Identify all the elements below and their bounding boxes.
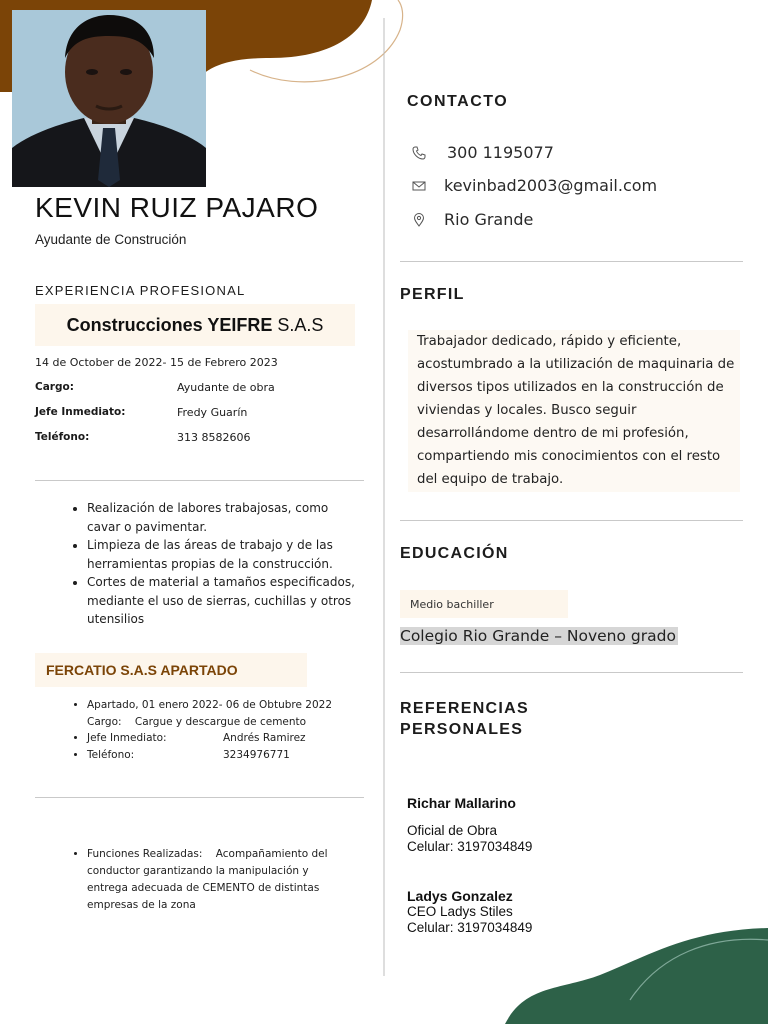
field-value: Fredy Guarín: [177, 406, 248, 419]
reference-name: Ladys Gonzalez: [407, 888, 513, 904]
experience-title: EXPERIENCIA PROFESIONAL: [35, 283, 246, 298]
location-pin-icon: [412, 213, 426, 227]
contact-location: [412, 210, 533, 229]
person-portrait-icon: [12, 10, 206, 187]
location-text: Rio Grande: [444, 210, 534, 229]
job2-phone-value: 3234976771: [223, 748, 290, 761]
contact-phone: [412, 143, 554, 162]
field-label: Teléfono:: [35, 431, 90, 443]
reference-name: Richar Mallarino: [407, 795, 516, 811]
contact-title: CONTACTO: [407, 93, 509, 110]
job2-cargo-label: Cargo:: [87, 715, 122, 728]
references-title-line1: REFERENCIAS: [400, 700, 529, 717]
contact-email: [412, 176, 657, 195]
education-level: Medio bachiller: [400, 590, 568, 618]
reference-line1: Oficial de Obra: [407, 823, 498, 838]
job2-boss: [87, 730, 365, 747]
email-text: kevinbad2003@gmail.com: [444, 176, 658, 195]
references-title-line2: PERSONALES: [400, 721, 524, 738]
education-title: EDUCACIÓN: [400, 545, 509, 562]
reference-line2: Celular: 3197034849: [407, 920, 533, 935]
divider: [400, 261, 743, 262]
mail-icon: [412, 179, 426, 193]
job1-dates: 14 de October de 2022- 15 de Febrero 2023: [35, 356, 278, 369]
full-name: KEVIN RUIZ PAJARO: [35, 192, 319, 223]
phone-text: 300 1195077: [447, 143, 554, 162]
task-item: • Realización de labores trabajosas, como cavar o pavimentar.: [87, 499, 355, 536]
job1-tasks: [35, 499, 355, 629]
functions-text: Acompañamiento del conductor garantizando la manipulación y entrega adecuada de CEMENTO de distintas empresas de la zona: [87, 848, 328, 911]
field-value: Ayudante de obra: [177, 381, 275, 394]
company-name-1: Construcciones YEIFRE: [66, 314, 273, 335]
job-role: Ayudante de Construción: [35, 232, 187, 247]
divider: [35, 480, 364, 481]
job2-cargo-value: Cargue y descargue de cemento: [134, 715, 307, 728]
job1-fields: [35, 381, 355, 456]
company-label-1: [35, 304, 355, 346]
reference-line2: Celular: 3197034849: [407, 839, 533, 854]
job1-field-cargo: [35, 381, 355, 406]
references-title: [400, 698, 529, 740]
profile-text: Trabajador dedicado, rápido y eficiente, acostumbrado a la utilización de maquinaria de diversos tipos utilizados en la construcción de viviendas y locales. Busco seguir desarrollándome dentro de mi profesión, compartiendo mis conocimientos con el resto del equipo de trabajo.: [408, 330, 740, 492]
education-school: Colegio Rio Grande – Noveno grado: [400, 627, 676, 645]
job2-boss-label: Jefe Inmediato:: [87, 732, 167, 744]
job2-details: [35, 697, 365, 763]
job2-phone-label: Teléfono:: [87, 748, 135, 761]
phone-icon: [412, 146, 426, 160]
task-item: • Limpieza de las áreas de trabajo y de las herramientas propias de la construcción.: [87, 536, 355, 573]
field-label: Jefe Inmediato:: [35, 406, 126, 418]
company-suffix-1: S.A.S: [272, 314, 324, 335]
task-item: • Cortes de material a tamaños especificados, mediante el uso de sierras, cuchillas y otros utensilios: [87, 573, 355, 629]
field-value: 313 8582606: [177, 431, 251, 444]
job1-field-phone: [35, 431, 355, 456]
company-label-2: [35, 653, 307, 687]
reference-item-2: [407, 888, 532, 936]
job2-boss-value: Andrés Ramirez: [223, 732, 306, 744]
functions-label: Funciones Realizadas:: [87, 848, 203, 860]
reference-line1: CEO Ladys Stiles: [407, 904, 513, 919]
job2-phone: [87, 747, 365, 764]
profile-title: PERFIL: [400, 286, 465, 303]
divider: [400, 672, 743, 673]
divider: [35, 797, 364, 798]
reference-item-1: [407, 795, 532, 855]
job2-dates-text: Apartado, 01 enero 2022- 06 de Obtubre 2022: [87, 699, 333, 711]
divider: [400, 520, 743, 521]
job2-dates: [87, 697, 365, 730]
job1-field-boss: [35, 406, 355, 431]
job2-functions: [35, 846, 345, 914]
field-label: Cargo:: [35, 381, 74, 393]
function-item: [87, 846, 345, 914]
company-name-2: FERCATIO S.A.S APARTADO: [46, 662, 238, 678]
profile-photo: [12, 10, 206, 187]
